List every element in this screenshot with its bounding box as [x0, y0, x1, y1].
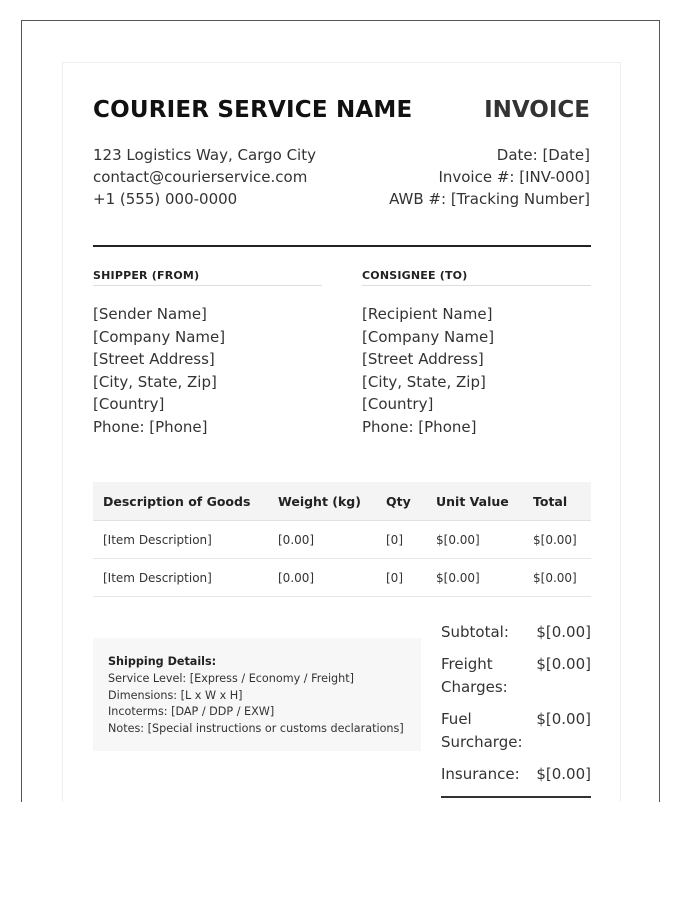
header-divider — [93, 245, 591, 247]
awb-number: AWB #: [Tracking Number] — [389, 190, 590, 208]
item-description: [Item Description] — [93, 559, 268, 597]
shipping-details-title: Shipping Details: — [108, 655, 217, 668]
totals-section — [441, 621, 591, 795]
item-qty: [0] — [376, 559, 426, 597]
document-frame — [21, 20, 660, 802]
company-contact — [93, 144, 316, 210]
shipper-section — [93, 269, 322, 438]
item-total: $[0.00] — [523, 521, 591, 559]
item-weight: [0.00] — [268, 559, 376, 597]
invoice-title: INVOICE — [484, 97, 590, 123]
freight-value: $[0.00] — [536, 655, 591, 673]
insurance-row — [441, 763, 591, 786]
shipper-city: [City, State, Zip] — [93, 372, 217, 391]
invoice-meta — [389, 144, 590, 210]
col-qty: Qty — [376, 482, 426, 521]
fuel-surcharge-row — [441, 708, 591, 754]
table-row — [93, 559, 591, 597]
company-phone: +1 (555) 000-0000 — [93, 190, 238, 208]
dimensions: Dimensions: [L x W x H] — [108, 688, 243, 702]
consignee-street: [Street Address] — [362, 350, 484, 368]
items-header-row — [93, 482, 591, 521]
consignee-section — [362, 269, 591, 438]
consignee-company: [Company Name] — [362, 327, 495, 346]
item-unit-value: $[0.00] — [426, 521, 523, 559]
consignee-city: [City, State, Zip] — [362, 372, 486, 391]
item-unit-value: $[0.00] — [426, 559, 523, 597]
fuel-surcharge-label: Fuel Surcharge: — [441, 710, 523, 751]
item-weight: [0.00] — [268, 521, 376, 559]
shipping-details-box — [93, 638, 421, 751]
col-total: Total — [523, 482, 591, 521]
shipper-phone: Phone: [Phone] — [93, 417, 208, 436]
totals-divider — [441, 796, 591, 798]
consignee-title: CONSIGNEE (TO) — [362, 269, 591, 286]
invoice-number: Invoice #: [INV-000] — [438, 168, 590, 186]
item-qty: [0] — [376, 521, 426, 559]
fuel-surcharge-value: $[0.00] — [536, 710, 591, 728]
shipper-company: [Company Name] — [93, 327, 226, 346]
insurance-label: Insurance: — [441, 765, 520, 783]
shipper-title: SHIPPER (FROM) — [93, 269, 322, 286]
shipper-country: [Country] — [93, 395, 165, 413]
items-table — [93, 482, 591, 597]
item-total: $[0.00] — [523, 559, 591, 597]
shipper-name: [Sender Name] — [93, 305, 207, 323]
invoice-date: Date: [Date] — [496, 146, 590, 164]
freight-row — [441, 653, 591, 699]
company-email: contact@courierservice.com — [93, 168, 308, 186]
freight-label: Freight Charges: — [441, 655, 508, 696]
consignee-phone: Phone: [Phone] — [362, 417, 477, 436]
incoterms: Incoterms: [DAP / DDP / EXW] — [108, 705, 275, 719]
item-description: [Item Description] — [93, 521, 268, 559]
consignee-details — [362, 303, 591, 438]
shipper-details — [93, 303, 322, 438]
insurance-value: $[0.00] — [536, 765, 591, 783]
service-level: Service Level: [Express / Economy / Freight] — [108, 671, 354, 685]
col-weight: Weight (kg) — [268, 482, 376, 521]
col-unit-value: Unit Value — [426, 482, 523, 521]
consignee-name: [Recipient Name] — [362, 305, 493, 323]
invoice-page — [62, 62, 621, 802]
shipper-street: [Street Address] — [93, 350, 215, 368]
table-row — [93, 521, 591, 559]
notes: Notes: [Special instructions or customs declarations] — [108, 722, 404, 736]
company-name: COURIER SERVICE NAME — [93, 97, 413, 123]
company-address: 123 Logistics Way, Cargo City — [93, 146, 316, 164]
consignee-country: [Country] — [362, 395, 434, 413]
subtotal-value: $[0.00] — [536, 623, 591, 641]
subtotal-label: Subtotal: — [441, 623, 509, 641]
col-description: Description of Goods — [93, 482, 268, 521]
subtotal-row — [441, 621, 591, 644]
